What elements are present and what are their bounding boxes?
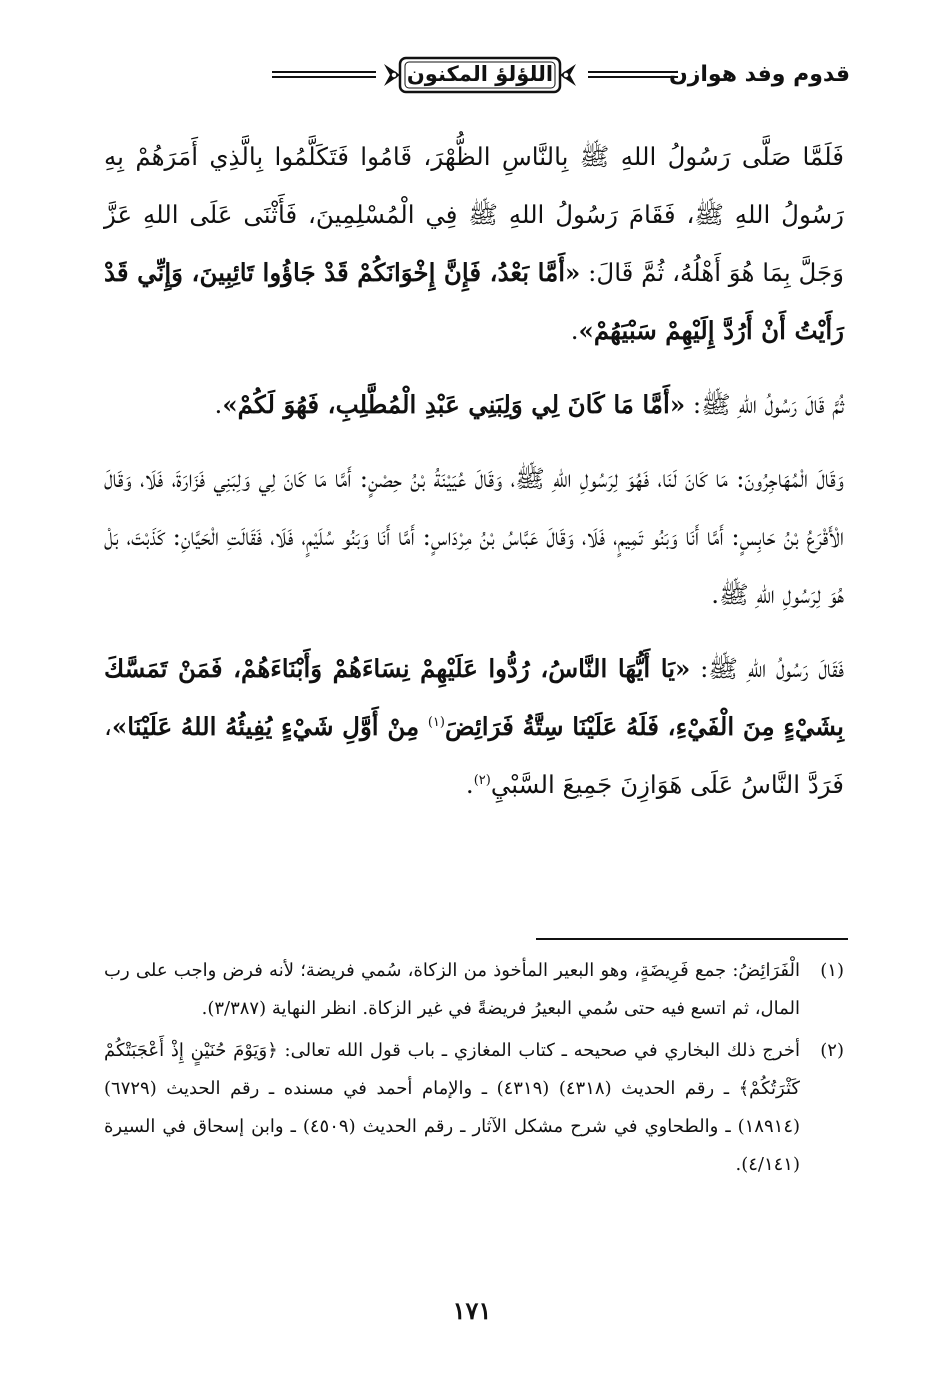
footnote-separator (536, 938, 848, 940)
hadith-quote: مِنْ أَوَّلِ شَيْءٍ يُفِيئُهُ اللهُ عَلَيْنَا» (111, 712, 428, 741)
text-span: فَقَالَ رَسُولُ اللهِ ﷺ: (690, 654, 844, 683)
page-number: ١٧١ (452, 1296, 492, 1325)
main-text (104, 128, 844, 830)
text-span: . (465, 770, 474, 799)
footnote-number: (١) (820, 960, 844, 981)
footnote-ref-1[interactable]: (١) (427, 714, 445, 730)
text-span: ، فَرَدَّ النَّاسُ عَلَى هَوَازِنَ جَمِيعَ السَّبْيِ (104, 712, 844, 799)
text-span: ثُمَّ قَالَ رَسُولُ اللهِ ﷺ: (685, 390, 844, 419)
paragraph-2 (104, 376, 844, 434)
hadith-quote: «أَمَّا مَا كَانَ لِي وَلِبَنِي عَبْدِ الْمُطَّلِبِ، فَهُوَ لَكُمْ» (222, 390, 686, 419)
chapter-title: قدوم وفد هوازن (668, 62, 850, 87)
paragraph-1 (104, 128, 844, 360)
paragraph-3 (104, 450, 844, 624)
paragraph-4 (104, 640, 844, 814)
footnotes (104, 952, 844, 1188)
text-span: وَقَالَ الْمُهَاجِرُونَ: مَا كَانَ لَنَا، فَهُوَ لِرَسُولِ اللهِ ﷺ، وَقَالَ عُيَيْنَةُ بْنُ حِصْنٍ: أَمَّا مَا كَانَ لِي وَلِبَنِي فَزَارَةَ، فَلَا، وَقَالَ الْأَقْرَعُ بْنُ حَابِسٍ: أَمَّا أَنَا وَبَنُو تَمِيمٍ، فَلَا، وَقَالَ عَبَّاسُ بْنُ مِرْدَاسٍ: أَمَّا أَنَا وَبَنُو سُلَيْمٍ، فَلَا، فَقَالَتِ الْحَيَّانِ: كَذَبْتَ، بَلْ هُوَ لِرَسُولِ اللهِ ﷺ. (104, 464, 844, 609)
footnote-ref-2[interactable]: (٢) (473, 772, 491, 788)
footnote-text: الْفَرَائِضُ: جمع فَرِيضَةٍ، وهو البعير المأخوذ من الزكاة، سُمي فريضة؛ لأنه فرض واجب على رب المال، ثم اتسع فيه حتى سُمي البعيرُ فريضةً في غير الزكاة. انظر النهاية (٣/٣٨٧). (104, 960, 800, 1019)
text-span: فَلَمَّا صَلَّى رَسُولُ اللهِ ﷺ بِالنَّاسِ الظُّهْرَ، قَامُوا فَتَكَلَّمُوا بِالَّذِي أَمَرَهُمْ بِهِ رَسُولُ اللهِ ﷺ، فَقَامَ رَسُولُ اللهِ ﷺ فِي الْمُسْلِمِينَ، فَأَثْنَى عَلَى اللهِ عَزَّ وَجَلَّ بِمَا هُوَ أَهْلُهُ، ثُمَّ قَالَ: (104, 142, 844, 287)
running-header (100, 52, 850, 98)
hadith-quote: «أَمَّا بَعْدُ، فَإِنَّ إِخْوَانَكُمْ قَدْ جَاؤُوا تَائِبِينَ، وَإِنِّي قَدْ رَأَيْتُ أَنْ أَرُدَّ إِلَيْهِمْ سَبْيَهُمْ» (104, 258, 844, 345)
ornament-frame (378, 52, 582, 98)
footnote-text: أخرج ذلك البخاري في صحيحه ـ كتاب المغازي ـ باب قول الله تعالى: ﴿وَيَوْمَ حُنَيْنٍ إِذْ أَعْجَبَتْكُمْ كَثْرَتُكُمْ﴾ ـ رقم الحديث (٤٣١٨) (٤٣١٩) ـ والإمام أحمد في مسنده ـ رقم الحديث (٦٧٢٩) (١٨٩١٤) ـ والطحاوي في شرح مشكل الآثار ـ رقم الحديث (٤٥٠٩) ـ وابن إسحاق في السيرة (٤/١٤١). (104, 1040, 801, 1175)
hadith-quote: «يَا أَيُّهَا النَّاسُ، رُدُّوا عَلَيْهِمْ نِسَاءَهُمْ وَأَبْنَاءَهُمْ، فَمَنْ تَمَسَّكَ بِشَيْءٍ مِنَ الْفَيْءِ، فَلَهُ عَلَيْنَا سِتَّةُ فَرَائِضَ (104, 654, 844, 741)
footnote-number: (٢) (820, 1040, 844, 1061)
text-span: . (214, 390, 223, 419)
footnote-2 (104, 1032, 844, 1184)
text-span: . (570, 316, 579, 345)
footnote-1 (104, 952, 844, 1028)
book-title: اللؤلؤ المكنون (406, 62, 554, 86)
